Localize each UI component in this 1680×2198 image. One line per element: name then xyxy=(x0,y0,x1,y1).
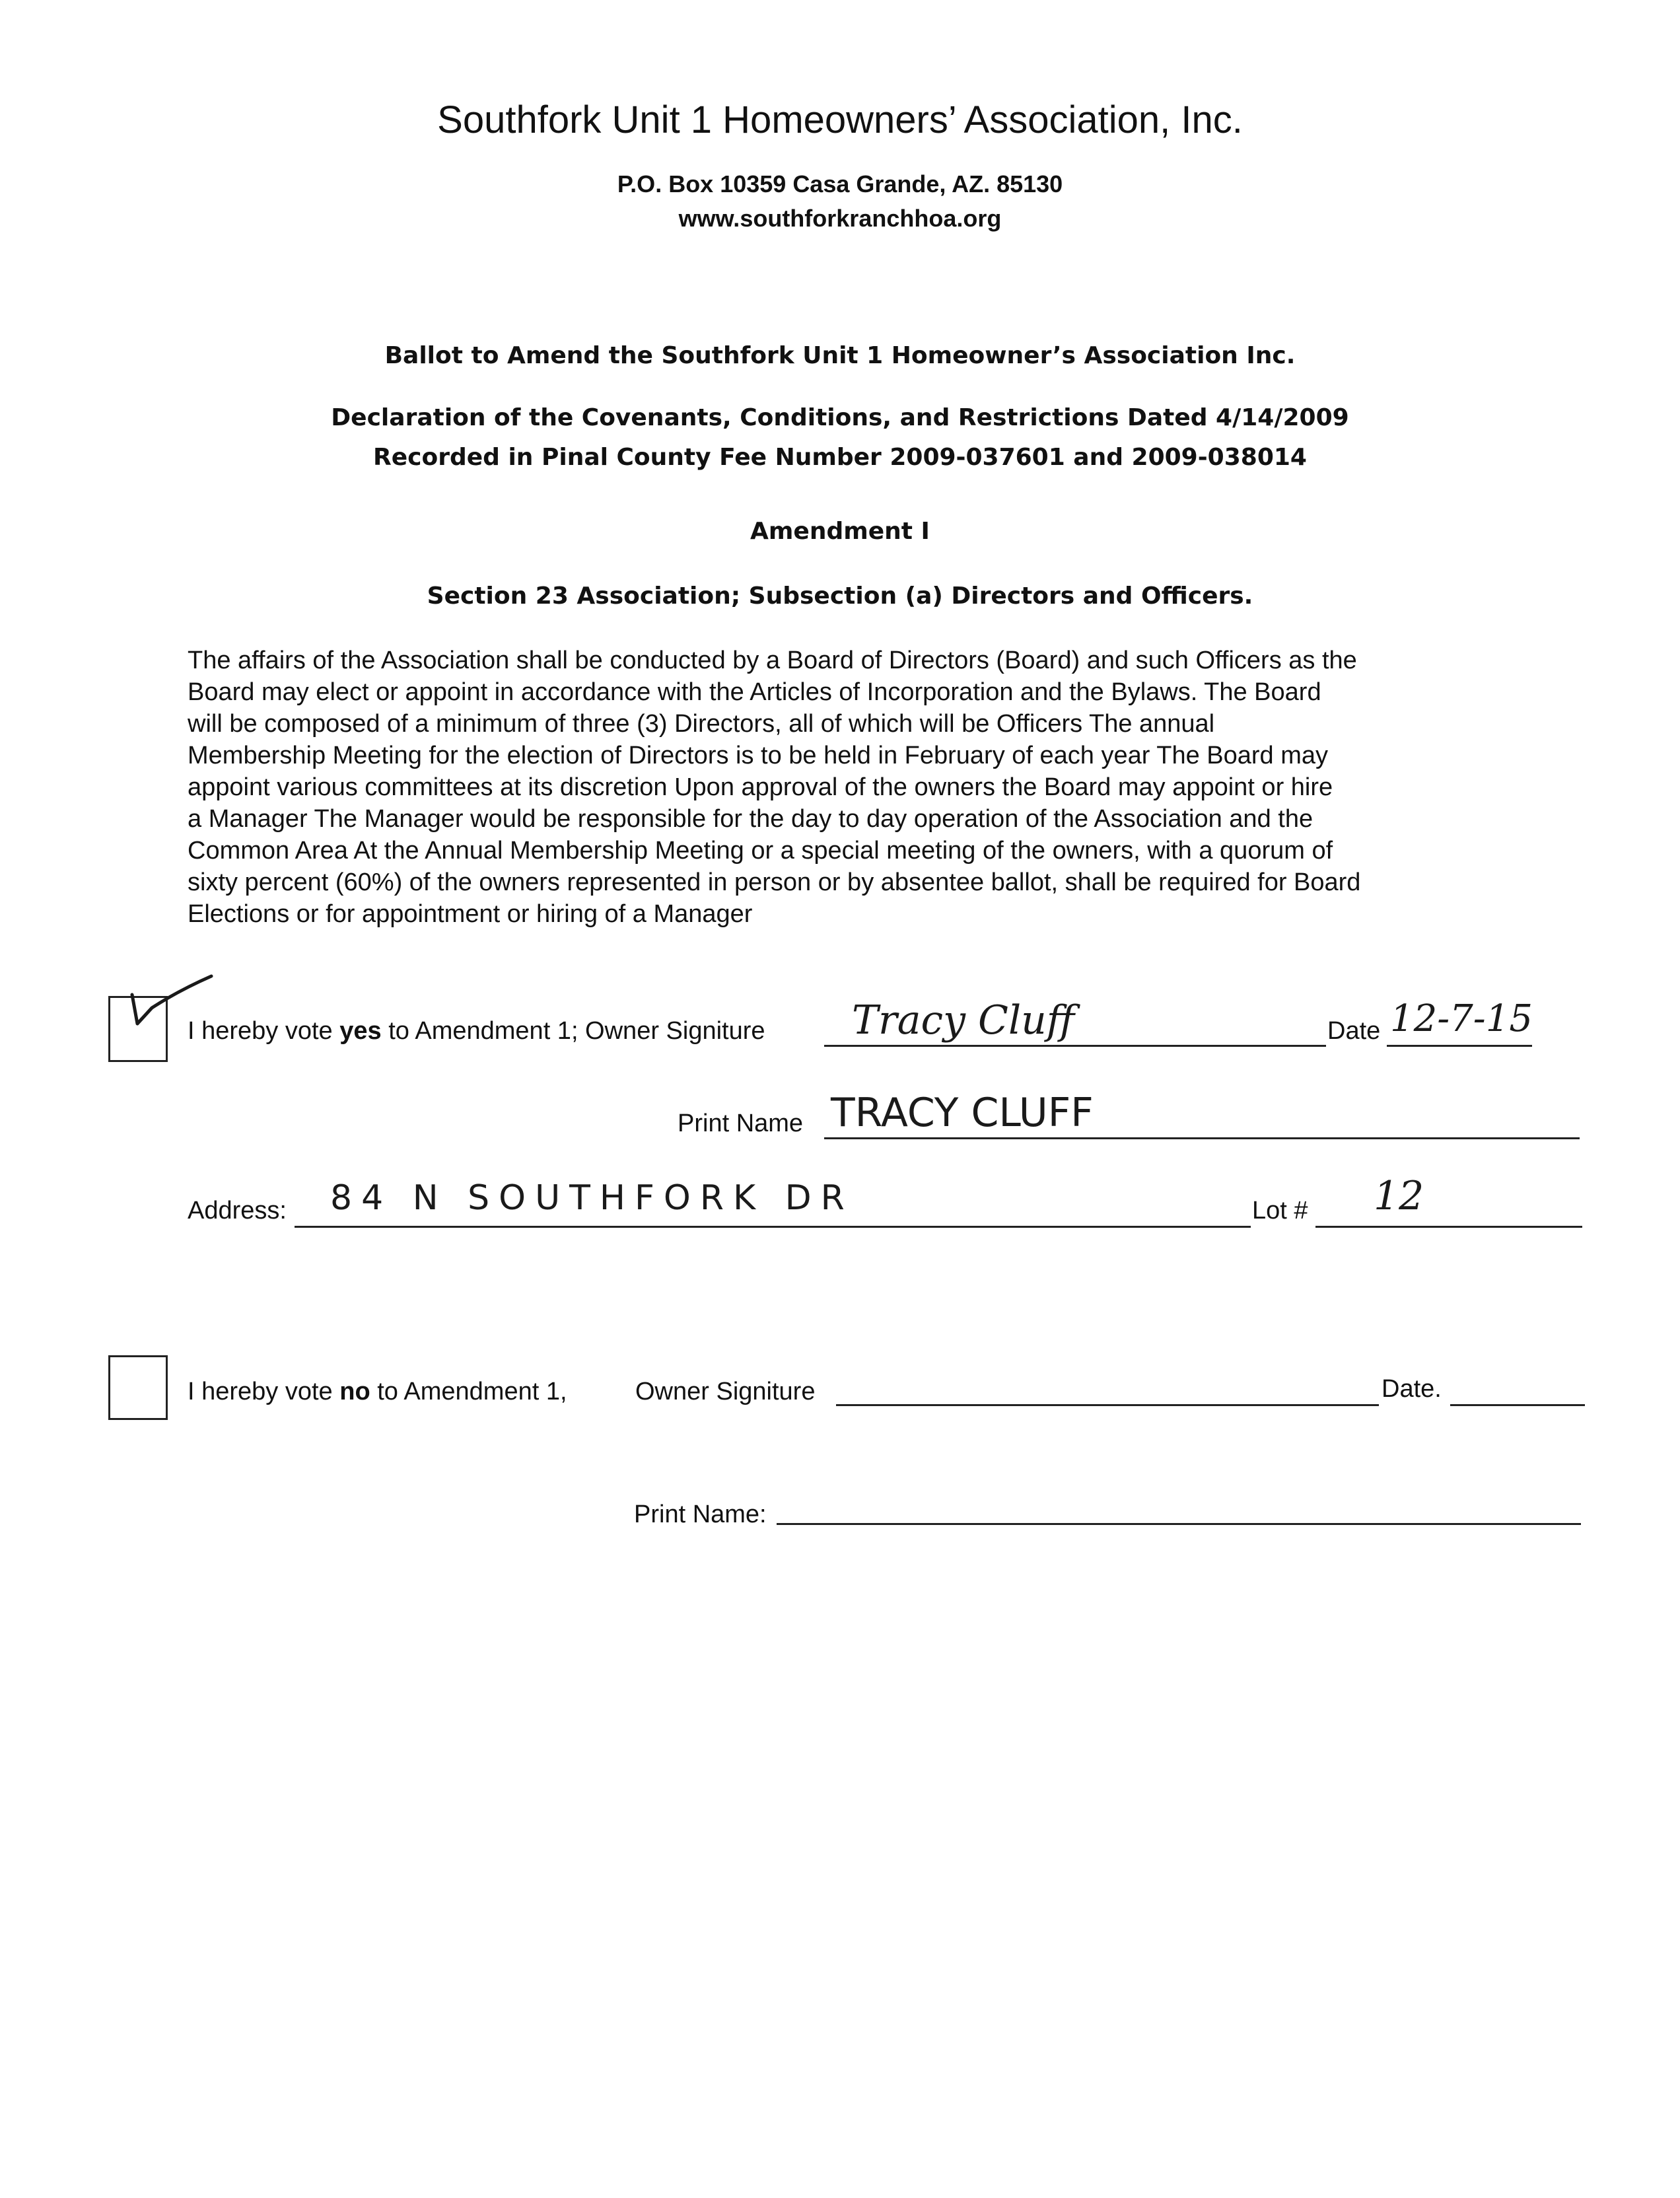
yes-date-label: Date xyxy=(1327,1017,1381,1045)
yes-vote-prefix: I hereby vote xyxy=(188,1017,340,1045)
no-vote-statement xyxy=(188,1378,567,1406)
no-print-name-line[interactable] xyxy=(777,1523,1581,1525)
website-url: www.southforkranchhoa.org xyxy=(678,205,1002,232)
organization-title: Southfork Unit 1 Homeowners’ Association, Inc. xyxy=(437,98,1243,141)
no-date-label: Date. xyxy=(1382,1375,1442,1403)
no-vote-suffix: to Amendment 1, xyxy=(370,1378,567,1405)
amendment-heading: Amendment I xyxy=(750,518,930,545)
address-label: Address: xyxy=(188,1197,287,1224)
no-vote-checkbox[interactable] xyxy=(108,1355,168,1420)
lot-label: Lot # xyxy=(1252,1197,1308,1224)
yes-keyword: yes xyxy=(339,1017,382,1045)
no-print-name-label: Print Name: xyxy=(634,1501,767,1528)
section-heading: Section 23 Association; Subsection (a) Directors and Officers. xyxy=(427,583,1253,610)
body-line: The affairs of the Association shall be conducted by a Board of Directors (Board) and such Officers as the xyxy=(188,647,1357,674)
no-keyword: no xyxy=(339,1378,370,1405)
yes-vote-suffix: to Amendment 1; Owner Signiture xyxy=(381,1017,765,1045)
yes-print-name-line[interactable] xyxy=(824,1137,1580,1139)
yes-date-value: 12-7-15 xyxy=(1390,997,1533,1040)
no-vote-prefix: I hereby vote xyxy=(188,1378,340,1405)
po-box-address: P.O. Box 10359 Casa Grande, AZ. 85130 xyxy=(617,170,1063,197)
address-line[interactable] xyxy=(295,1226,1251,1228)
yes-print-name-value: TRACY CLUFF xyxy=(831,1090,1094,1136)
lot-value: 12 xyxy=(1374,1173,1424,1219)
address-value: 84 N SOUTHFORK DR xyxy=(330,1178,854,1218)
body-line: sixty percent (60%) of the owners represented in person or by absentee ballot, shall be required for Board xyxy=(188,869,1361,896)
amendment-body-text xyxy=(188,645,1508,930)
yes-print-name-label: Print Name xyxy=(678,1110,804,1137)
ballot-title: Ballot to Amend the Southfork Unit 1 Homeowner’s Association Inc. xyxy=(384,342,1296,369)
yes-signature-line[interactable] xyxy=(824,1045,1326,1047)
body-line: appoint various committees at its discretion Upon approval of the owners the Board may appoint or hire xyxy=(188,773,1333,801)
yes-vote-statement xyxy=(188,1017,765,1046)
body-line: Board may elect or appoint in accordance with the Articles of Incorporation and the Bylaws. The Board xyxy=(188,678,1321,706)
no-signature-label: Owner Signiture xyxy=(635,1378,816,1405)
yes-signature-value: Tracy Cluff xyxy=(852,997,1075,1044)
yes-date-line[interactable] xyxy=(1387,1045,1532,1047)
lot-line[interactable] xyxy=(1315,1226,1582,1228)
declaration-line: Declaration of the Covenants, Conditions, and Restrictions Dated 4/14/2009 xyxy=(331,404,1349,431)
recorded-line: Recorded in Pinal County Fee Number 2009-037601 and 2009-038014 xyxy=(373,444,1307,471)
body-line: Membership Meeting for the election of Directors is to be held in February of each year The Board may xyxy=(188,742,1329,769)
body-line: Common Area At the Annual Membership Meeting or a special meeting of the owners, with a quorum of xyxy=(188,837,1333,865)
no-signature-line[interactable] xyxy=(836,1404,1379,1406)
body-line: Elections or for appointment or hiring of a Manager xyxy=(188,900,753,928)
body-line: a Manager The Manager would be responsible for the day to day operation of the Association and the xyxy=(188,805,1313,833)
body-line: will be composed of a minimum of three (3) Directors, all of which will be Officers The annual xyxy=(188,710,1215,738)
no-date-line[interactable] xyxy=(1450,1404,1585,1406)
